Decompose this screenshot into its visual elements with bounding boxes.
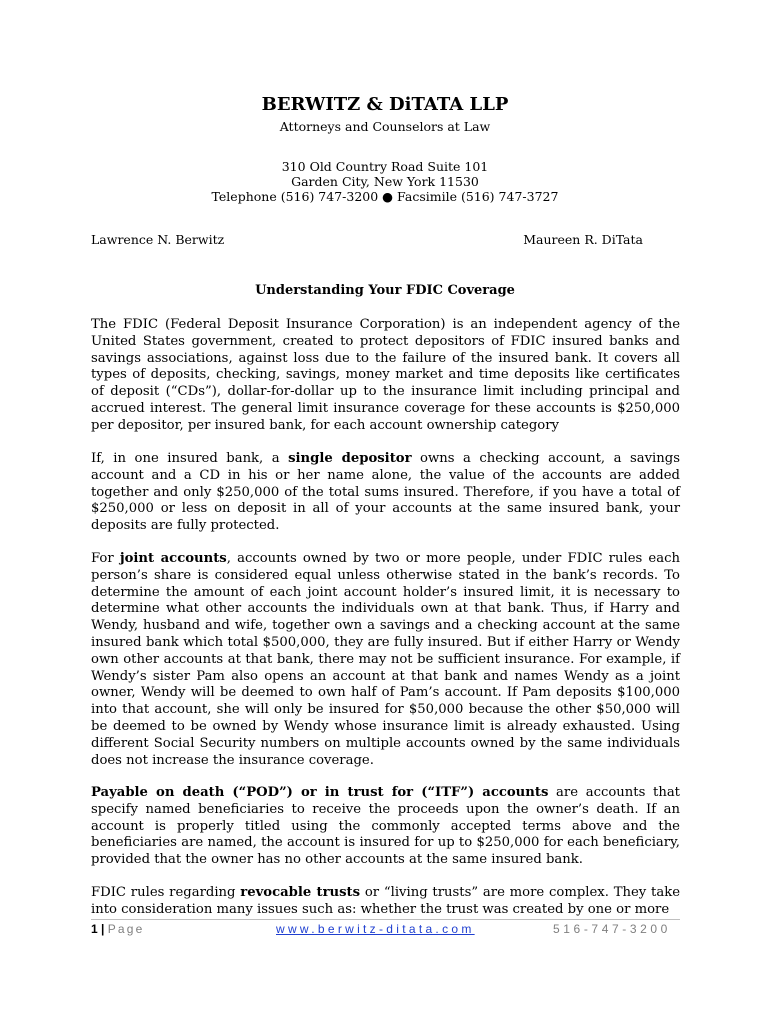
- term-single-depositor: single depositor: [288, 451, 412, 466]
- phone-fax-line: Telephone (516) 747-3200 ● Facsimile (516) 747-3727: [211, 189, 559, 204]
- term-revocable-trusts: revocable trusts: [240, 885, 361, 900]
- firm-name: BERWITZ & DiTATA LLP: [261, 94, 509, 115]
- address-line-1: 310 Old Country Road Suite 101: [281, 159, 489, 174]
- paragraph-intro: The FDIC (Federal Deposit Insurance Corporation) is an independent agency of the United States government, created to protect depositors of FDIC insured banks and savings associations, against loss due to the failure of the insured bank. It covers all types of deposits, checking, savings, money market and time deposits like certificates of deposit (“CDs”), dollar-for-dollar up to the insurance limit including principal and accrued interest. The general limit insurance coverage for these accounts is $250,000 per depositor, per insured bank, for each account ownership category: [91, 317, 680, 433]
- attorney-name-left: Lawrence N. Berwitz: [91, 232, 225, 247]
- firm-tagline: Attorneys and Counselors at Law: [279, 119, 491, 134]
- term-pod-itf-accounts: Payable on death (“POD”) or in trust for (“ITF”) accounts: [91, 785, 549, 800]
- address-line-2: Garden City, New York 11530: [291, 174, 479, 189]
- footer-website-link[interactable]: www.berwitz-ditata.com: [276, 922, 475, 936]
- paragraph-pod-itf: Payable on death (“POD”) or in trust for (“ITF”) accounts are accounts that specify named beneficiaries to receive the proceeds upon the owner’s death. If an account is properly titled using the commonly accepted terms above and the beneficiaries are named, the account is insured for up to $250,000 for each beneficiary, provided that the owner has no other accounts at the same insured bank.: [91, 785, 680, 868]
- term-joint-accounts: joint accounts: [119, 551, 227, 566]
- attorney-name-right: Maureen R. DiTata: [523, 232, 643, 247]
- paragraph-single-depositor: If, in one insured bank, a single depositor owns a checking account, a savings account and a CD in his or her name alone, the value of the accounts are added together and only $250,000 of the total sums insured. Therefore, if you have a total of $250,000 or less on deposit in all of your accounts at the same insured bank, your deposits are fully protected.: [91, 451, 680, 534]
- paragraph-joint-accounts: For joint accounts, accounts owned by two or more people, under FDIC rules each person’s share is considered equal unless otherwise stated in the bank’s records. To determine the amount of each joint account holder’s insured limit, it is necessary to determine what other accounts the individuals own at that bank. Thus, if Harry and Wendy, husband and wife, together own a savings and a checking account at the same insured bank which total $500,000, they are fully insured. But if either Harry or Wendy own other accounts at that bank, there may not be sufficient insurance. For example, if Wendy’s sister Pam also opens an account at that bank and names Wendy as a joint owner, Wendy will be deemed to own half of Pam’s account. If Pam deposits $100,000 into that account, she will only be insured for $50,000 because the other $50,000 will be deemed to be owned by Wendy whose insurance limit is already exhausted. Using different Social Security numbers on multiple accounts owned by the same individuals does not increase the insurance coverage.: [91, 551, 680, 768]
- footer-page-number: 1 | Page: [91, 922, 145, 936]
- paragraph-revocable-trusts: FDIC rules regarding revocable trusts or “living trusts” are more complex. They take into consideration many issues such as: whether the trust was created by one or more: [91, 885, 680, 917]
- footer-divider: [91, 919, 680, 920]
- footer-phone: 516-747-3200: [553, 922, 671, 936]
- document-title: Understanding Your FDIC Coverage: [255, 283, 515, 298]
